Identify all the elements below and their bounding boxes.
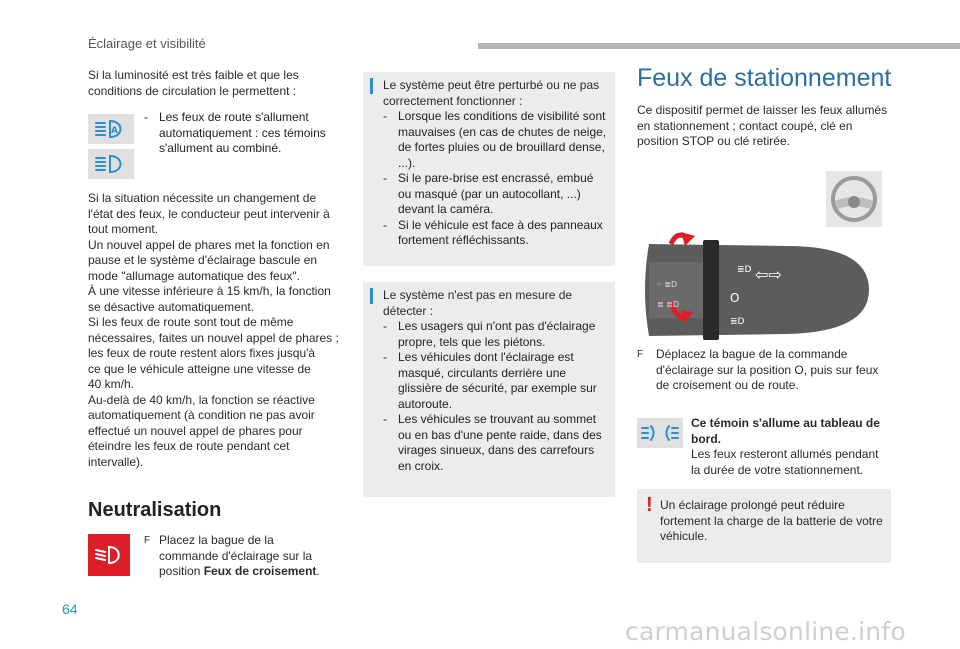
dash-marker: - — [144, 110, 148, 124]
svg-text:≣D: ≣D — [737, 265, 752, 275]
bold-position: Feux de croisement — [203, 564, 317, 578]
dipped-beam-icon — [88, 534, 130, 576]
warning-icon: ! — [646, 494, 653, 516]
list-item-text: Les usagers qui n'ont pas d'éclairage propre, tels que les piétons. — [398, 319, 596, 349]
lighting-stalk-icon — [637, 232, 892, 340]
list-item-text: Si le véhicule est face à des panneaux fortement réfléchissants. — [398, 217, 603, 247]
col1-intro: Si la luminosité est très faible et que les conditions de circulation le permettent : — [88, 68, 299, 98]
svg-text:⇦⇨: ⇦⇨ — [755, 265, 782, 284]
dash-marker: - — [383, 350, 387, 364]
indicator-description — [691, 416, 889, 478]
list-item — [383, 109, 609, 171]
svg-text:≣D: ≣D — [730, 317, 745, 327]
list-item — [383, 350, 609, 412]
body-line: tout moment. — [88, 222, 159, 236]
lighting-stalk-illustration — [637, 232, 892, 340]
parking-lights-indicator-icon — [637, 418, 683, 448]
list-item-text: Les véhicules dont l'éclairage est masqué, circulants derrière une glissière de sécurité, par exemple sur autoroute. — [398, 350, 597, 411]
box1-intro: Le système peut être perturbé ou ne pas correctement fonctionner : — [383, 78, 600, 108]
box2-intro: Le système n'est pas en mesure de détecter : — [383, 288, 573, 318]
info-box-detection — [363, 282, 615, 497]
col1-body — [88, 191, 350, 470]
text-run: . — [316, 564, 320, 578]
body-line: ce que le véhicule atteigne une vitesse de — [88, 361, 311, 376]
list-item — [383, 412, 609, 474]
watermark-text: carmanualsonline.info — [625, 617, 906, 646]
instruction-line: commande d'éclairage sur la — [159, 548, 313, 563]
dash-marker: - — [383, 319, 387, 333]
list-item — [383, 319, 609, 350]
body-line: se désactive automatiquement. — [88, 299, 255, 314]
list-item — [383, 171, 609, 218]
neutralisation-heading: Neutralisation — [88, 499, 222, 521]
stalk-position-o: O — [730, 291, 740, 305]
body-line: mode "allumage automatique des feux". — [88, 268, 300, 283]
parking-lights-intro: Ce dispositif permet de laisser les feux allumés en stationnement ; contact coupé, clé en position STOP ou clé retirée. — [637, 103, 888, 148]
svg-text:◦ ≣D: ◦ ≣D — [657, 280, 678, 289]
info-marker — [370, 288, 373, 304]
body-line: éteindre les feux de route pendant cet — [88, 439, 290, 453]
body-line: pause et le système d'éclairage bascule en — [88, 253, 318, 267]
list-item-text: Lorsque les conditions de visibilité sont mauvaises (en cas de chutes de neige, de fortes pluies ou de brouillard dense, ...). — [398, 109, 607, 170]
indicator-text: Les feux resteront allumés pendant la durée de votre stationnement. — [691, 447, 879, 477]
body-line: Si la situation nécessite un changement de — [88, 191, 317, 205]
auto-high-beam-text: Les feux de route s'allument automatiquement : ces témoins s'allument au combiné. — [159, 110, 326, 155]
body-line: nécessaires, faites un nouvel appel de phares ; — [88, 330, 339, 345]
list-item-text: Si le pare-brise est encrassé, embué ou masqué (par un autocollant, ...) devant la caméra. — [398, 171, 594, 216]
parking-lights-title: Feux de stationnement — [637, 64, 892, 92]
dash-marker: - — [383, 109, 387, 123]
dash-marker: - — [383, 412, 387, 426]
body-line: Un nouvel appel de phares met la fonction en — [88, 237, 330, 252]
box2-list — [383, 319, 609, 474]
high-beam-auto-icon — [88, 114, 134, 144]
steering-wheel-icon — [826, 171, 882, 227]
dash-marker: - — [383, 217, 387, 232]
bullet-marker: F — [637, 349, 644, 360]
dash-marker: - — [383, 171, 387, 185]
body-line: effectué un nouvel appel de phares pour — [88, 423, 303, 438]
svg-text:≣ ≣D: ≣ ≣D — [657, 300, 680, 309]
svg-text:A: A — [111, 126, 118, 136]
body-line: À une vitesse inférieure à 15 km/h, la fonction — [88, 284, 331, 298]
instruction-line — [159, 564, 344, 580]
battery-warning-box — [637, 489, 891, 563]
warning-text: Un éclairage prolongé peut réduire fortement la charge de la batterie de votre véhicule. — [660, 498, 883, 543]
header-divider-bar — [478, 43, 960, 49]
instruction-line: Placez la bague de la — [159, 533, 274, 547]
section-header-title: Éclairage et visibilité — [88, 36, 206, 51]
list-item — [383, 218, 609, 249]
list-item-text: Les véhicules se trouvant au sommet ou en bas d'une pente raide, dans des virages sinueux, dans des carrefours en croix. — [398, 412, 602, 473]
page-number: 64 — [62, 601, 78, 617]
steering-wheel-thumbnail — [826, 171, 882, 227]
indicator-bold-text: Ce témoin s'allume au tableau de bord. — [691, 416, 880, 446]
text-run: position — [159, 564, 204, 578]
body-line: Si les feux de route sont tout de même — [88, 315, 294, 329]
high-beam-icon — [88, 149, 134, 179]
bullet-marker: F — [144, 535, 151, 546]
info-box-perturbation — [363, 72, 615, 266]
body-line: 40 km/h. — [88, 377, 135, 391]
body-line: les feux de route restent alors fixes jusqu'à — [88, 346, 316, 360]
box1-list — [383, 109, 609, 249]
body-line: automatiquement (à condition ne pas avoir — [88, 408, 315, 422]
body-line: l'état des feux, le conducteur peut intervenir à — [88, 206, 330, 221]
parking-instruction-text: Déplacez la bague de la commande d'éclairage sur la position O, puis sur feux de croisement ou de route. — [656, 347, 879, 392]
info-marker — [370, 78, 373, 94]
body-line: Au-delà de 40 km/h, la fonction se réactive — [88, 392, 315, 407]
body-line: intervalle). — [88, 454, 144, 469]
